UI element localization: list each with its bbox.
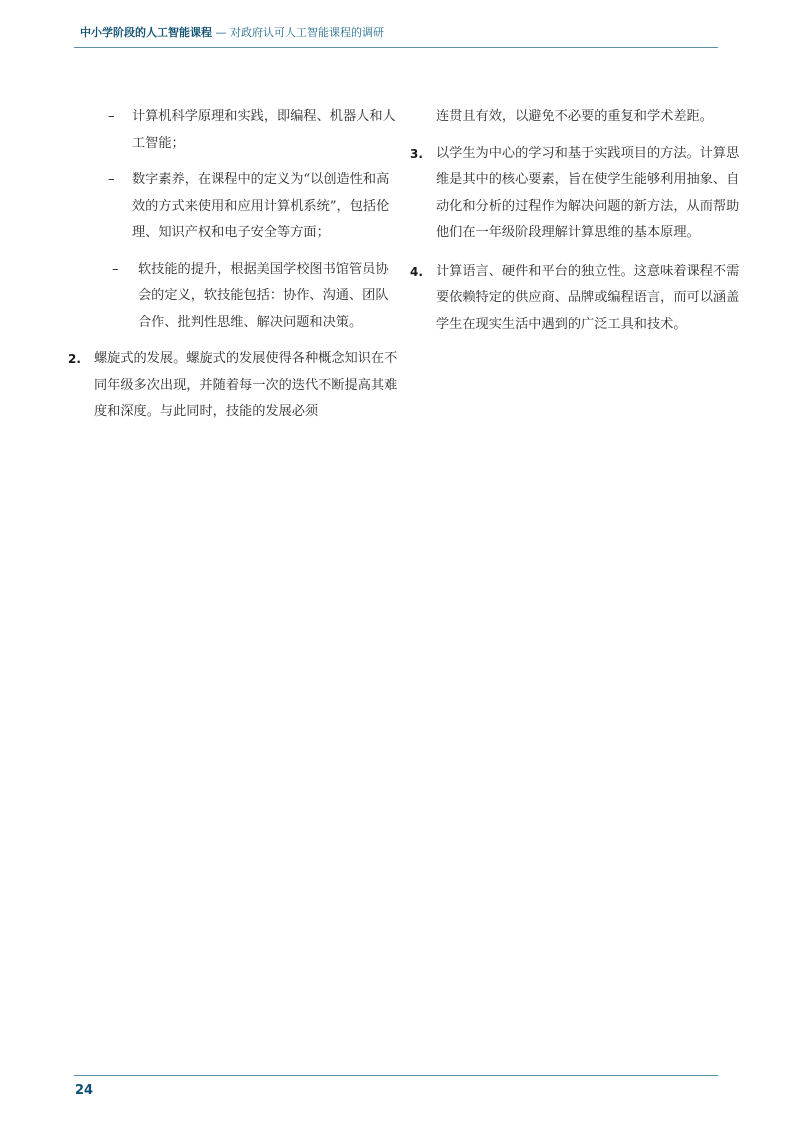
- list-item-text: 软技能的提升，根据美国学校图书馆管员协会的定义，软技能包括：协作、沟通、团队合作、批判性思维、解决问题和决策。: [138, 261, 389, 330]
- page-number: 24: [75, 1083, 94, 1098]
- item-text: 计算语言、硬件和平台的独立性。这意味着课程不需要依赖特定的供应商、品牌或编程语言，而可以涵盖学生在现实生活中遇到的广泛工具和技术。: [436, 263, 740, 332]
- dash-bullet: –: [108, 172, 115, 187]
- header-separator: —: [215, 26, 227, 39]
- numbered-item-4: [410, 259, 740, 339]
- header-subtitle: 对政府认可人工智能课程的调研: [230, 26, 384, 39]
- list-item-text: 计算机科学原理和实践，即编程、机器人和人工智能；: [132, 109, 396, 151]
- right-column: [410, 104, 740, 350]
- numbered-item-2: [68, 346, 398, 426]
- dash-bullet: –: [108, 109, 115, 124]
- header-title: 中小学阶段的人工智能课程: [80, 26, 212, 39]
- item-number: 3.: [410, 146, 423, 161]
- item-number: 4.: [410, 264, 423, 279]
- header-rule: [74, 47, 718, 48]
- left-column: [68, 104, 398, 438]
- item-number: 2.: [68, 352, 81, 366]
- list-item-text: 数字素养，在课程中的定义为“以创造性和高效的方式来使用和应用计算机系统”，包括伦理、知识产权和电子安全等方面；: [132, 172, 390, 240]
- continuation-text: 连贯且有效，以避免不必要的重复和学术差距。: [436, 109, 713, 124]
- item-text: 以学生为中心的学习和基于实践项目的方法。计算思维是其中的核心要素，旨在使学生能够利用抽象、自动化和分析的过程作为解决问题的新方法，从而帮助他们在一年级阶段理解计算思维的基本原理。: [436, 145, 740, 240]
- dash-bullet: –: [112, 261, 119, 277]
- running-header: [80, 24, 384, 40]
- list-item: [68, 257, 398, 337]
- list-item: [68, 104, 398, 157]
- item-text: 螺旋式的发展。螺旋式的发展使得各种概念知识在不同年级多次出现，并随着每一次的迭代不断提高其难度和深度。与此同时，技能的发展必须: [94, 351, 398, 419]
- footer-rule: [74, 1075, 718, 1076]
- list-item: [68, 167, 398, 247]
- numbered-item-3: [410, 141, 740, 247]
